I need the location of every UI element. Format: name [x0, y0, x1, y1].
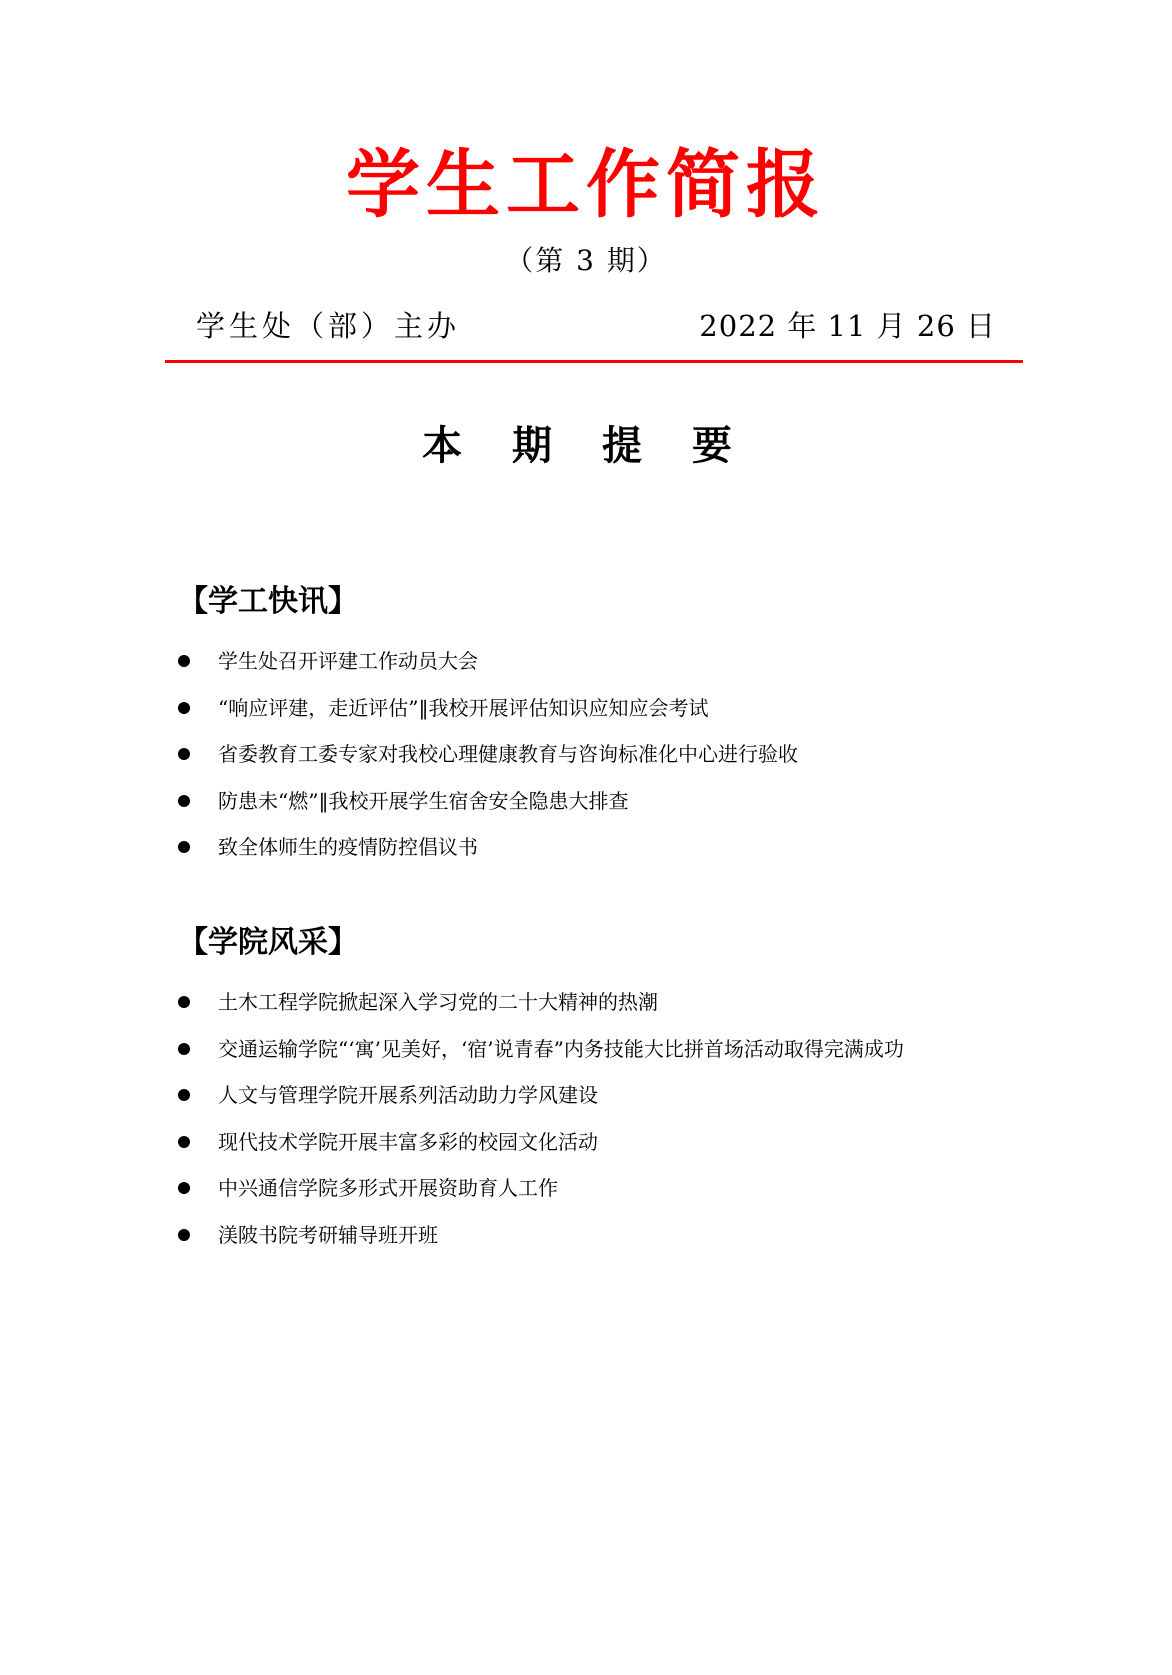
- issue-number: （第 3 期）: [505, 244, 667, 277]
- list-item-text: 渼陂书院考研辅导班开班: [218, 1222, 438, 1247]
- list-item-text: 中兴通信学院多形式开展资助育人工作: [218, 1176, 558, 1201]
- summary-heading: 本 期 提 要: [422, 423, 750, 469]
- list-item-text: 交通运输学院“‘寓’见美好，‘宿’说青春”内务技能大比拼首场活动取得完满成功: [218, 1036, 904, 1061]
- list-item-text: 省委教育工委专家对我校心理健康教育与咨询标准化中心进行验收: [218, 742, 798, 767]
- masthead-title: 学生工作简报: [346, 142, 826, 228]
- list-item: [178, 778, 1038, 825]
- masthead-divider: [165, 360, 1023, 363]
- list-item-text: 防患未“燃”‖我校开展学生宿舍安全隐患大排查: [218, 788, 629, 813]
- list-item: [178, 1072, 1038, 1119]
- bullet-icon: [178, 655, 190, 667]
- section-heading: 【学院风采】: [178, 925, 358, 960]
- list-item-text: 人文与管理学院开展系列活动助力学风建设: [218, 1083, 598, 1108]
- item-list: [178, 638, 1038, 871]
- bullet-icon: [178, 1229, 190, 1241]
- list-item: [178, 1026, 1038, 1073]
- list-item-text: “响应评建，走近评估”‖我校开展评估知识应知应会考试: [218, 695, 709, 720]
- list-item: [178, 979, 1038, 1026]
- issuer-line: [196, 306, 996, 346]
- bullet-icon: [178, 748, 190, 760]
- section-college-highlights: [178, 921, 1038, 1259]
- bullet-icon: [178, 1136, 190, 1148]
- bullet-icon: [178, 702, 190, 714]
- list-item: [178, 824, 1038, 871]
- bullet-icon: [178, 996, 190, 1008]
- bullet-icon: [178, 795, 190, 807]
- section-student-affairs-news: [178, 580, 1038, 871]
- issue-date: 2022 年 11 月 26 日: [699, 309, 996, 343]
- list-item: [178, 1165, 1038, 1212]
- bullet-icon: [178, 841, 190, 853]
- bullet-icon: [178, 1089, 190, 1101]
- list-item: [178, 1212, 1038, 1259]
- section-heading: 【学工快讯】: [178, 584, 358, 619]
- list-item: [178, 1119, 1038, 1166]
- list-item-text: 土木工程学院掀起深入学习党的二十大精神的热潮: [218, 990, 658, 1014]
- list-item: [178, 731, 1038, 778]
- list-item: [178, 685, 1038, 732]
- issuer: 学生处（部）主办: [196, 309, 461, 343]
- list-item-text: 致全体师生的疫情防控倡议书: [218, 835, 478, 860]
- list-item-text: 学生处召开评建工作动员大会: [218, 649, 478, 673]
- list-item-text: 现代技术学院开展丰富多彩的校园文化活动: [218, 1129, 598, 1154]
- bullet-icon: [178, 1182, 190, 1194]
- bullet-icon: [178, 1043, 190, 1055]
- list-item: [178, 638, 1038, 685]
- item-list: [178, 979, 1038, 1259]
